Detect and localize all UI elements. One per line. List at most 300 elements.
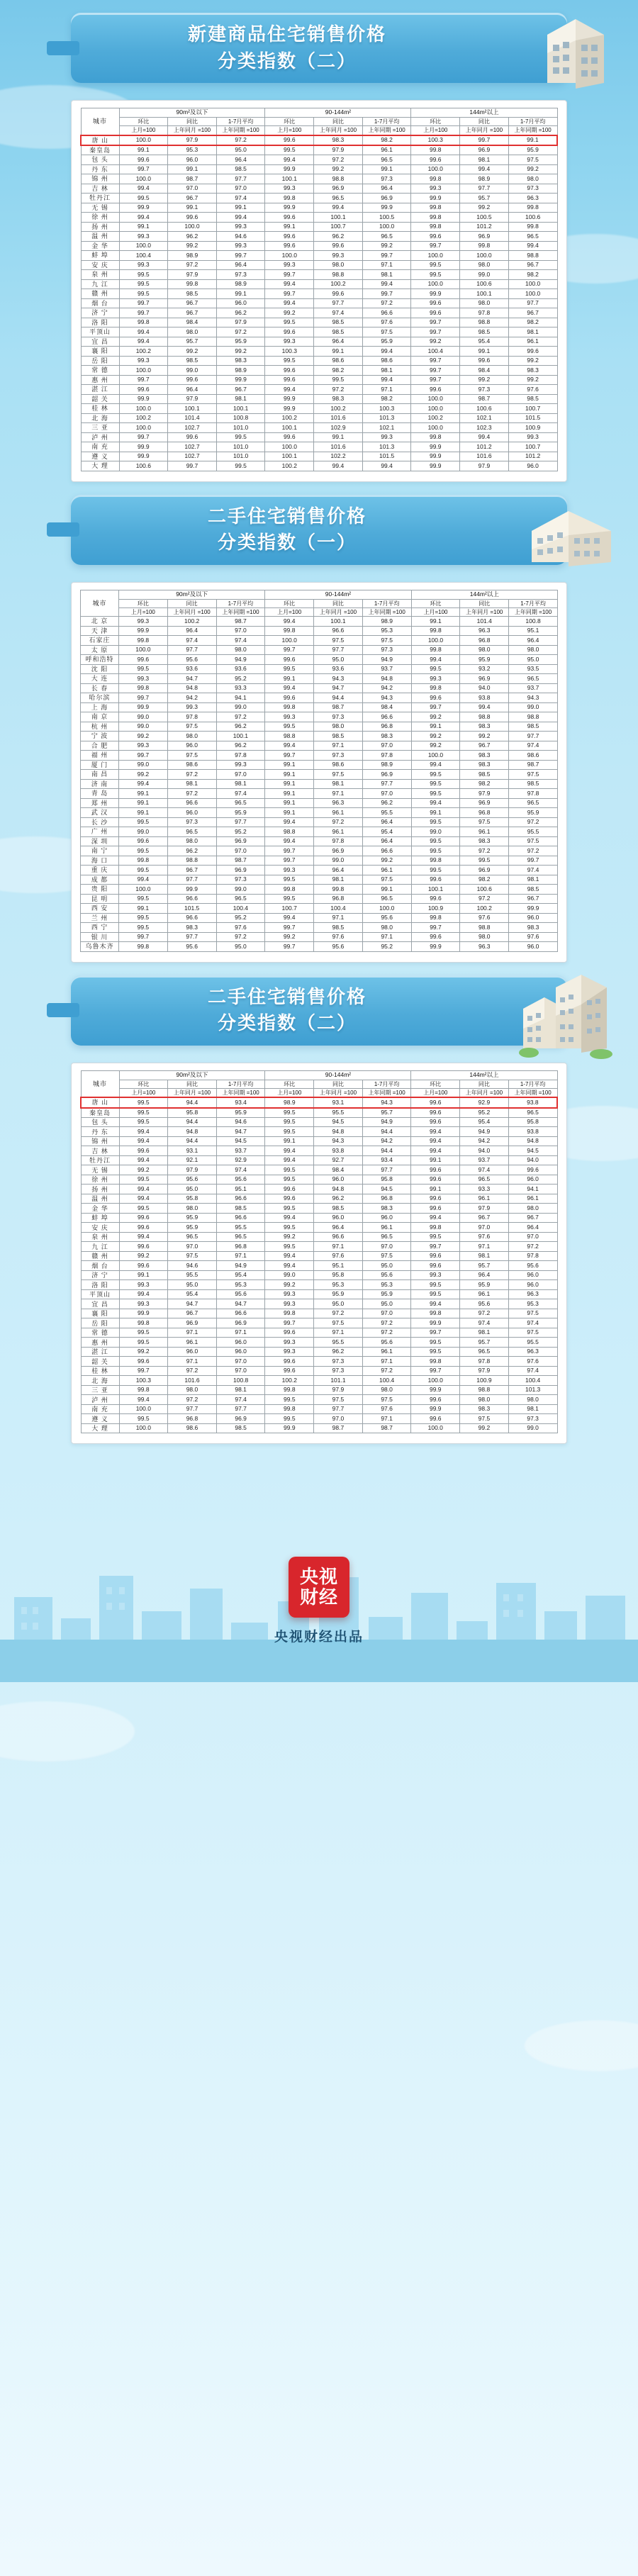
cell-value: 99.5 <box>411 270 460 280</box>
cell-value: 99.4 <box>119 184 168 194</box>
cell-value: 97.5 <box>509 836 558 846</box>
cell-value: 96.4 <box>216 260 265 270</box>
cell-value: 100.9 <box>460 1376 509 1386</box>
col-header-mom: 环比 <box>411 118 460 126</box>
banner-title-line2: 分类指数（二） <box>217 50 357 72</box>
cell-city: 惠 州 <box>81 375 119 385</box>
cell-value: 97.3 <box>508 184 557 194</box>
cell-value: 99.6 <box>168 432 217 442</box>
cell-value: 96.6 <box>167 798 216 808</box>
cell-value: 93.8 <box>460 693 509 703</box>
cell-value: 94.8 <box>167 683 216 693</box>
cell-value: 100.0 <box>119 885 168 895</box>
cell-value: 99.6 <box>460 356 509 366</box>
cell-value: 97.6 <box>362 318 411 327</box>
cell-value: 96.0 <box>509 942 558 952</box>
cell-value: 99.6 <box>265 366 314 376</box>
cell-value: 97.4 <box>167 636 216 646</box>
cell-value: 99.3 <box>265 1289 314 1299</box>
cell-value: 97.4 <box>216 194 265 203</box>
cell-city: 南 昌 <box>81 770 119 780</box>
cell-value: 99.5 <box>119 1097 168 1107</box>
cell-value: 96.1 <box>168 1338 217 1348</box>
cell-value: 99.1 <box>314 347 363 357</box>
cell-value: 95.8 <box>168 1194 217 1204</box>
cell-value: 94.2 <box>362 1136 411 1146</box>
cell-value: 98.0 <box>168 327 217 337</box>
section-banner <box>71 975 567 1046</box>
cell-value: 95.0 <box>216 145 265 155</box>
banner-container <box>0 482 638 572</box>
cell-value: 98.1 <box>509 875 558 885</box>
cell-value: 96.0 <box>216 1338 265 1348</box>
cell-value: 94.3 <box>314 1136 363 1146</box>
cell-value: 97.0 <box>168 1242 217 1252</box>
cell-value: 96.9 <box>460 145 509 155</box>
cell-value: 99.7 <box>168 461 217 471</box>
table-row <box>81 442 557 452</box>
cell-value: 98.5 <box>216 164 265 174</box>
cell-value: 99.7 <box>509 856 558 866</box>
cell-value: 94.3 <box>362 1097 411 1107</box>
cell-value: 94.8 <box>508 1136 557 1146</box>
cell-value: 98.9 <box>362 760 411 770</box>
table-row <box>81 913 558 923</box>
cell-value: 102.7 <box>168 423 217 433</box>
cell-city: 湛 江 <box>81 385 119 395</box>
cell-value: 96.6 <box>216 1194 265 1204</box>
cell-value: 99.5 <box>411 817 460 827</box>
cell-value: 98.0 <box>509 645 558 655</box>
cell-city: 济 宁 <box>81 308 119 318</box>
table-row <box>81 1175 557 1185</box>
cell-value: 97.9 <box>168 1165 217 1175</box>
cell-value: 96.3 <box>508 1289 557 1299</box>
cell-value: 99.7 <box>265 270 314 280</box>
cell-value: 99.7 <box>411 702 460 712</box>
cell-value: 101.0 <box>216 442 265 452</box>
cell-value: 99.4 <box>119 779 168 789</box>
cell-value: 94.1 <box>508 1185 557 1194</box>
cell-value: 95.2 <box>216 674 265 684</box>
cell-value: 96.1 <box>508 337 557 347</box>
cell-value: 98.9 <box>460 174 509 184</box>
cell-value: 100.3 <box>411 135 460 145</box>
group-header-small: 90m²及以下 <box>119 1071 265 1080</box>
cell-city: 成 都 <box>81 875 119 885</box>
cell-city: 哈尔滨 <box>81 693 119 703</box>
cell-value: 100.7 <box>265 904 314 914</box>
cell-value: 96.4 <box>168 385 217 395</box>
cell-value: 100.0 <box>411 636 460 646</box>
cell-value: 94.7 <box>167 674 216 684</box>
cell-value: 99.2 <box>265 932 314 942</box>
cell-city: 赣 州 <box>81 1251 119 1261</box>
cell-value: 101.3 <box>362 413 411 423</box>
cell-value: 99.0 <box>119 827 168 837</box>
cell-value: 99.0 <box>168 366 217 376</box>
cell-value: 99.5 <box>265 1395 314 1405</box>
cell-city: 包 头 <box>81 1117 119 1127</box>
col-header-mom: 环比 <box>119 1080 168 1088</box>
cell-value: 99.6 <box>265 135 314 145</box>
cell-value: 97.2 <box>167 789 216 799</box>
cell-value: 99.4 <box>362 279 411 289</box>
cell-value: 95.0 <box>509 655 558 665</box>
cell-value: 99.8 <box>314 885 363 895</box>
cell-value: 96.1 <box>362 1223 411 1233</box>
col-header-yoy: 同比 <box>460 599 509 607</box>
table-row <box>81 1261 557 1271</box>
ribbon-left <box>47 41 79 55</box>
cell-value: 101.0 <box>216 452 265 461</box>
cell-value: 99.9 <box>167 885 216 895</box>
cell-value: 96.7 <box>168 308 217 318</box>
table-row <box>81 270 557 280</box>
table-row <box>81 404 557 414</box>
table-row <box>81 655 558 665</box>
table-row <box>81 1299 557 1309</box>
cell-value: 99.5 <box>119 1117 168 1127</box>
banner-title-line1: 新建商品住宅销售价格 <box>187 23 386 45</box>
cell-value: 95.7 <box>460 1261 509 1271</box>
cell-value: 97.0 <box>362 1242 411 1252</box>
cell-value: 95.4 <box>168 1289 217 1299</box>
col-header-yoy: 同比 <box>460 118 509 126</box>
cell-value: 95.1 <box>216 1185 265 1194</box>
cell-city: 徐 州 <box>81 1175 119 1185</box>
cell-value: 99.6 <box>411 232 460 242</box>
cell-value: 100.4 <box>508 1376 557 1386</box>
cell-value: 99.6 <box>265 375 314 385</box>
cell-value: 98.7 <box>314 1423 363 1433</box>
cell-value: 99.5 <box>265 1223 314 1233</box>
cell-value: 98.5 <box>314 923 363 933</box>
cell-value: 99.4 <box>265 683 314 693</box>
cell-value: 100.4 <box>314 904 363 914</box>
cell-value: 97.8 <box>167 712 216 722</box>
cell-value: 96.1 <box>460 1289 509 1299</box>
cell-value: 96.1 <box>508 1194 557 1204</box>
cell-value: 99.6 <box>119 655 168 665</box>
cell-value: 97.7 <box>167 932 216 942</box>
cell-city: 牡丹江 <box>81 1155 119 1165</box>
cell-value: 96.8 <box>314 894 363 904</box>
cell-value: 96.5 <box>460 1347 509 1357</box>
cell-value: 99.7 <box>411 1328 460 1338</box>
col-header-yoy: 同比 <box>314 118 363 126</box>
cell-value: 95.9 <box>168 1213 217 1223</box>
cell-value: 99.6 <box>411 308 460 318</box>
cell-value: 99.4 <box>119 1127 168 1137</box>
logo-caption: 央视财经出品 <box>274 1630 364 1645</box>
cell-value: 100.8 <box>509 617 558 627</box>
cell-value: 99.2 <box>119 1165 168 1175</box>
table-row <box>81 1204 557 1214</box>
cell-value: 97.2 <box>362 1366 411 1376</box>
table-row <box>81 260 557 270</box>
cell-value: 98.5 <box>460 327 509 337</box>
table-row <box>81 617 558 627</box>
cell-value: 96.5 <box>216 798 265 808</box>
cell-value: 99.3 <box>265 866 314 875</box>
cell-value: 100.7 <box>508 442 557 452</box>
cell-city: 呼和浩特 <box>81 655 119 665</box>
cell-value: 101.2 <box>460 442 509 452</box>
cell-value: 99.8 <box>168 279 217 289</box>
cell-city: 西 安 <box>81 904 119 914</box>
cell-value: 98.8 <box>314 174 363 184</box>
cell-value: 94.4 <box>362 1146 411 1156</box>
cell-value: 99.3 <box>216 241 265 251</box>
cell-value: 94.4 <box>168 1136 217 1146</box>
table-row <box>81 432 557 442</box>
cell-value: 92.9 <box>216 1155 265 1165</box>
cell-value: 93.1 <box>168 1146 217 1156</box>
cell-value: 99.8 <box>411 213 460 223</box>
cell-city: 秦皇岛 <box>81 1108 119 1118</box>
cell-city: 济 宁 <box>81 1270 119 1280</box>
cloud-decoration <box>0 1701 135 1762</box>
cell-value: 99.3 <box>119 1299 168 1309</box>
cell-value: 102.3 <box>460 423 509 433</box>
table-row <box>81 385 557 395</box>
cell-value: 99.7 <box>460 135 509 145</box>
cell-value: 96.7 <box>460 1213 509 1223</box>
cell-value: 94.6 <box>216 1117 265 1127</box>
cell-value: 98.1 <box>508 327 557 337</box>
cell-value: 99.6 <box>508 1165 557 1175</box>
cell-value: 99.6 <box>411 1395 460 1405</box>
cell-value: 96.2 <box>362 798 411 808</box>
cell-value: 98.5 <box>216 1423 265 1433</box>
cell-value: 99.2 <box>362 241 411 251</box>
cell-value: 99.1 <box>362 885 411 895</box>
cell-value: 95.6 <box>362 1338 411 1348</box>
logo-line1: 央视 <box>299 1566 338 1588</box>
cell-value: 99.4 <box>314 461 363 471</box>
cell-value: 97.2 <box>314 817 363 827</box>
col-subheader: 上月=100 <box>265 126 314 135</box>
cell-value: 99.7 <box>265 856 314 866</box>
cell-value: 99.2 <box>119 1251 168 1261</box>
cell-value: 97.1 <box>362 260 411 270</box>
col-subheader: 上年同月 =100 <box>314 1089 363 1098</box>
cell-value: 99.7 <box>119 1366 168 1376</box>
cell-city: 北 京 <box>81 617 119 627</box>
cell-value: 97.9 <box>314 1385 363 1395</box>
table-row <box>81 174 557 184</box>
cell-value: 93.7 <box>509 683 558 693</box>
cell-value: 93.6 <box>167 664 216 674</box>
cell-value: 95.3 <box>216 1280 265 1290</box>
cell-city: 南 充 <box>81 442 119 452</box>
cell-value: 99.4 <box>265 1146 314 1156</box>
cell-city: 遵 义 <box>81 1414 119 1424</box>
cell-value: 95.6 <box>168 1175 217 1185</box>
cell-value: 92.7 <box>314 1155 363 1165</box>
cell-value: 99.1 <box>119 145 168 155</box>
cell-value: 99.4 <box>119 1395 168 1405</box>
cell-value: 97.0 <box>362 741 411 751</box>
cell-value: 95.5 <box>314 1108 363 1118</box>
cell-value: 98.2 <box>362 135 411 145</box>
cell-value: 99.5 <box>265 722 314 732</box>
cloud-decoration <box>525 2020 638 2071</box>
cell-value: 96.1 <box>362 866 411 875</box>
cell-value: 97.9 <box>460 789 509 799</box>
cell-value: 99.4 <box>411 798 460 808</box>
cell-value: 93.8 <box>508 1097 557 1107</box>
cell-value: 99.3 <box>265 260 314 270</box>
cell-value: 100.0 <box>119 1423 168 1433</box>
cell-value: 97.8 <box>509 789 558 799</box>
cell-value: 98.3 <box>460 751 509 761</box>
cell-value: 99.5 <box>265 1165 314 1175</box>
cell-value: 100.4 <box>216 904 265 914</box>
cell-value: 99.5 <box>265 1127 314 1137</box>
cell-value: 99.8 <box>411 432 460 442</box>
cell-city: 石家庄 <box>81 636 119 646</box>
cell-value: 97.4 <box>509 741 558 751</box>
cell-value: 98.0 <box>167 836 216 846</box>
cell-value: 99.2 <box>314 164 363 174</box>
data-table <box>80 108 558 471</box>
cell-value: 93.2 <box>460 664 509 674</box>
cell-value: 94.6 <box>216 232 265 242</box>
cell-value: 98.0 <box>460 260 509 270</box>
cell-value: 98.0 <box>314 260 363 270</box>
cell-city: 唐 山 <box>81 135 119 145</box>
cell-value: 99.7 <box>411 923 460 933</box>
cell-value: 100.7 <box>508 404 557 414</box>
cell-value: 95.8 <box>362 1175 411 1185</box>
cell-value: 96.0 <box>168 1347 217 1357</box>
table-row <box>81 194 557 203</box>
cell-value: 98.2 <box>460 875 509 885</box>
cell-value: 99.5 <box>314 375 363 385</box>
table-row <box>81 452 557 461</box>
col-header-avg: 1-7月平均 <box>216 599 265 607</box>
cell-city: 乌鲁木齐 <box>81 942 119 952</box>
cell-value: 100.2 <box>119 413 168 423</box>
table-row <box>81 875 558 885</box>
cell-value: 97.5 <box>508 1309 557 1318</box>
cell-value: 99.3 <box>119 356 168 366</box>
cell-value: 96.1 <box>362 1347 411 1357</box>
cell-value: 99.5 <box>460 856 509 866</box>
col-subheader: 上年同月 =100 <box>168 1089 217 1098</box>
cell-city: 包 头 <box>81 155 119 165</box>
cell-city: 三 亚 <box>81 423 119 433</box>
cell-value: 100.5 <box>460 213 509 223</box>
cell-city: 韶 关 <box>81 1357 119 1367</box>
cell-city: 兰 州 <box>81 913 119 923</box>
cell-value: 100.0 <box>411 394 460 404</box>
cell-city: 南 充 <box>81 1404 119 1414</box>
cell-value: 96.4 <box>314 1223 363 1233</box>
cell-city: 太 原 <box>81 645 119 655</box>
cell-value: 99.7 <box>362 289 411 299</box>
cell-value: 95.6 <box>216 1289 265 1299</box>
cell-value: 97.5 <box>508 1328 557 1338</box>
cell-value: 99.4 <box>265 1155 314 1165</box>
cell-value: 98.4 <box>460 366 509 376</box>
table-row <box>81 1223 557 1233</box>
cell-value: 99.5 <box>411 770 460 780</box>
cell-value: 97.0 <box>216 846 265 856</box>
cell-value: 97.4 <box>508 1318 557 1328</box>
cell-value: 97.1 <box>216 1251 265 1261</box>
cell-value: 99.3 <box>314 251 363 261</box>
cell-value: 97.1 <box>362 1357 411 1367</box>
cell-value: 97.2 <box>168 1366 217 1376</box>
cell-value: 99.1 <box>265 674 314 684</box>
cell-value: 99.1 <box>265 789 314 799</box>
table-row <box>81 366 557 376</box>
cell-value: 99.6 <box>265 1328 314 1338</box>
cell-value: 102.7 <box>168 452 217 461</box>
cell-value: 99.6 <box>119 836 168 846</box>
cell-value: 97.1 <box>216 1328 265 1338</box>
col-subheader: 上年同期 =100 <box>216 608 265 617</box>
section-new-housing-2 <box>0 0 638 482</box>
table-row <box>81 347 557 357</box>
cell-city: 扬 州 <box>81 222 119 232</box>
cell-value: 99.5 <box>119 1338 168 1348</box>
cell-value: 99.6 <box>411 875 460 885</box>
col-subheader: 上月=100 <box>265 1089 314 1098</box>
cell-value: 95.7 <box>168 337 217 347</box>
cell-value: 99.4 <box>119 327 168 337</box>
col-header-yoy: 同比 <box>168 118 217 126</box>
cell-value: 96.5 <box>362 1232 411 1242</box>
cell-value: 97.2 <box>167 770 216 780</box>
cell-city: 九 江 <box>81 279 119 289</box>
cell-value: 96.6 <box>362 308 411 318</box>
cell-city: 三 亚 <box>81 1385 119 1395</box>
cell-city: 烟 台 <box>81 298 119 308</box>
cell-value: 95.0 <box>314 1299 363 1309</box>
cell-value: 97.2 <box>168 260 217 270</box>
table-row <box>81 461 557 471</box>
cell-value: 97.0 <box>314 1414 363 1424</box>
cell-value: 95.0 <box>314 655 363 665</box>
cell-value: 94.3 <box>362 693 411 703</box>
cell-value: 99.4 <box>265 817 314 827</box>
cell-value: 100.0 <box>508 279 557 289</box>
cell-value: 96.2 <box>168 232 217 242</box>
cell-value: 99.6 <box>265 1185 314 1194</box>
group-header-large: 144m²以上 <box>411 1071 557 1080</box>
cell-value: 98.5 <box>314 1204 363 1214</box>
cell-value: 99.5 <box>265 1117 314 1127</box>
cell-value: 99.6 <box>411 1097 460 1107</box>
cell-value: 100.0 <box>119 135 168 145</box>
cell-value: 97.6 <box>460 913 509 923</box>
cell-value: 99.5 <box>411 260 460 270</box>
cell-value: 99.8 <box>265 885 314 895</box>
table-body <box>81 617 558 952</box>
cell-value: 99.8 <box>411 203 460 213</box>
cell-value: 94.2 <box>460 1136 509 1146</box>
table-row <box>81 289 557 299</box>
cell-value: 98.3 <box>509 923 558 933</box>
col-header-yoy: 同比 <box>460 1080 509 1088</box>
cell-value: 99.2 <box>508 164 557 174</box>
cell-value: 98.3 <box>216 356 265 366</box>
cell-city: 泸 州 <box>81 1395 119 1405</box>
